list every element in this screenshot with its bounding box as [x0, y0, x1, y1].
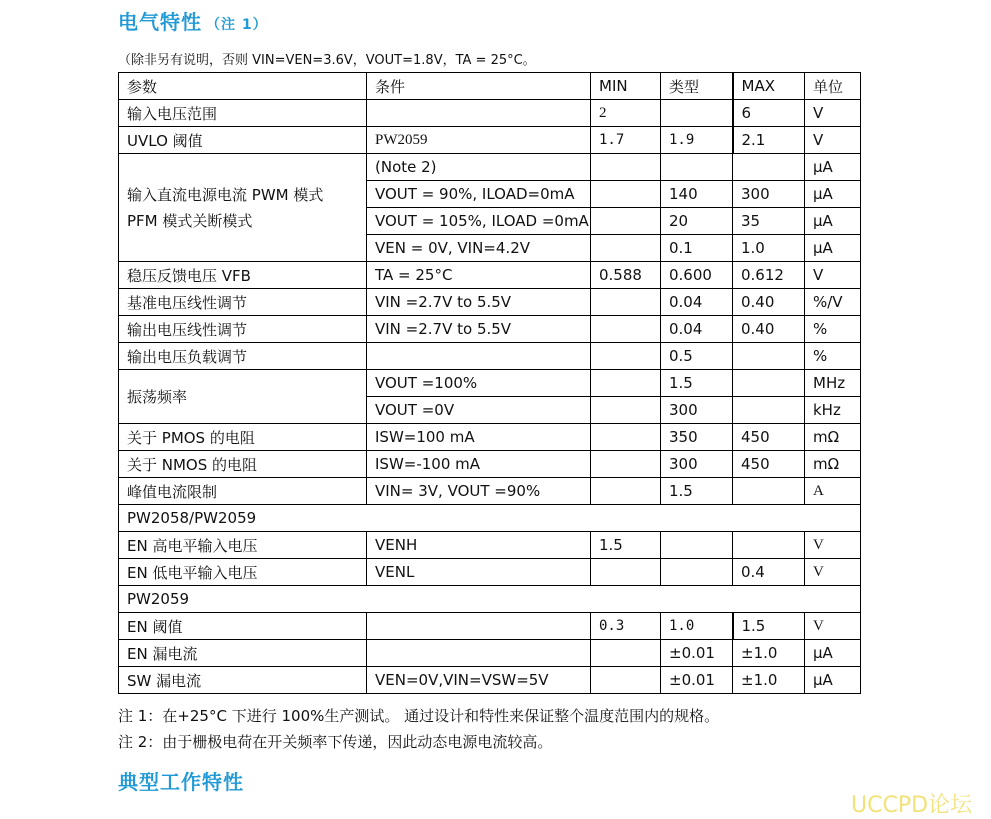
- param-cell: SW 漏电流: [119, 667, 367, 694]
- table-row: [119, 559, 861, 586]
- cond-cell: (Note 2): [367, 154, 591, 181]
- table-row: [119, 640, 861, 667]
- max-cell: [733, 478, 805, 505]
- header-param: 参数: [119, 73, 367, 100]
- unit-cell: V: [805, 127, 861, 154]
- typ-cell: [661, 154, 733, 181]
- max-cell: 1.0: [733, 235, 805, 262]
- min-cell: [591, 559, 661, 586]
- max-cell: 450: [733, 424, 805, 451]
- cond-cell: VENL: [367, 559, 591, 586]
- param-cell: 峰值电流限制: [119, 478, 367, 505]
- min-cell: [591, 424, 661, 451]
- typ-cell: 0.5: [661, 343, 733, 370]
- typ-cell: 20: [661, 208, 733, 235]
- min-cell: [591, 478, 661, 505]
- header-unit: 单位: [805, 73, 861, 100]
- unit-cell: %: [805, 316, 861, 343]
- unit-cell: %/V: [805, 289, 861, 316]
- table-group-row: [119, 586, 861, 613]
- min-cell: [591, 154, 661, 181]
- max-cell: ±1.0: [733, 640, 805, 667]
- typ-cell: 0.04: [661, 316, 733, 343]
- param-cell: 输出电压负载调节: [119, 343, 367, 370]
- param-cell: 关于 NMOS 的电阻: [119, 451, 367, 478]
- unit-cell: μA: [805, 235, 861, 262]
- typ-cell: 1.5: [661, 370, 733, 397]
- unit-cell: μA: [805, 208, 861, 235]
- typ-cell: ±0.01: [661, 640, 733, 667]
- min-cell: 0.588: [591, 262, 661, 289]
- typ-cell: 0.600: [661, 262, 733, 289]
- table-group-row: [119, 505, 861, 532]
- table-row: [119, 424, 861, 451]
- max-cell: [733, 532, 805, 559]
- table-row: [119, 532, 861, 559]
- param-cell: EN 阈值: [119, 613, 367, 640]
- table-row: [119, 154, 861, 181]
- max-cell: [733, 370, 805, 397]
- min-cell: [591, 370, 661, 397]
- unit-cell: mΩ: [805, 424, 861, 451]
- typ-cell: 300: [661, 451, 733, 478]
- typ-cell: ±0.01: [661, 667, 733, 694]
- max-cell: 0.40: [733, 316, 805, 343]
- electrical-characteristics-table: [118, 72, 861, 694]
- header-typ: 类型: [661, 73, 733, 100]
- unit-cell: μA: [805, 154, 861, 181]
- table-row: [119, 478, 861, 505]
- table-row: [119, 667, 861, 694]
- table-row: [119, 289, 861, 316]
- cond-cell: [367, 613, 591, 640]
- min-cell: [591, 640, 661, 667]
- unit-cell: V: [805, 262, 861, 289]
- max-cell: 0.4: [733, 559, 805, 586]
- unit-cell: V: [805, 100, 861, 127]
- min-cell: [591, 181, 661, 208]
- unit-cell: V: [805, 559, 861, 586]
- header-max: MAX: [733, 73, 805, 100]
- cond-cell: VIN= 3V, VOUT =90%: [367, 478, 591, 505]
- cond-cell: VOUT =100%: [367, 370, 591, 397]
- group-label: PW2059: [119, 586, 861, 613]
- section-title-note: （注 1）: [206, 17, 268, 33]
- typ-cell: 1.5: [661, 478, 733, 505]
- cond-cell: VOUT = 105%, ILOAD =0mA: [367, 208, 591, 235]
- param-cell: 关于 PMOS 的电阻: [119, 424, 367, 451]
- table-row: [119, 451, 861, 478]
- max-cell: 0.40: [733, 289, 805, 316]
- cond-cell: VEN = 0V, VIN=4.2V: [367, 235, 591, 262]
- min-cell: [591, 397, 661, 424]
- table-row: [119, 127, 861, 154]
- max-cell: [733, 343, 805, 370]
- max-cell: 2.1: [733, 127, 805, 154]
- param-line-2: PFM 模式关断模式: [127, 211, 253, 230]
- section-title-typical: 典型工作特性: [118, 770, 244, 794]
- min-cell: [591, 235, 661, 262]
- cond-cell: VIN =2.7V to 5.5V: [367, 289, 591, 316]
- table-row: [119, 370, 861, 397]
- param-cell-supply-current: [119, 154, 367, 262]
- group-label: PW2058/PW2059: [119, 505, 861, 532]
- footnote-2: 注 2：由于栅极电荷在开关频率下传递，因此动态电源电流较高。: [118, 733, 553, 751]
- unit-cell: μA: [805, 640, 861, 667]
- max-cell: 300: [733, 181, 805, 208]
- header-min: MIN: [591, 73, 661, 100]
- param-cell: 输出电压线性调节: [119, 316, 367, 343]
- unit-cell: mΩ: [805, 451, 861, 478]
- min-cell: [591, 208, 661, 235]
- param-cell: EN 低电平输入电压: [119, 559, 367, 586]
- typ-cell: 1.0: [661, 613, 733, 640]
- cond-cell: VIN =2.7V to 5.5V: [367, 316, 591, 343]
- table-header-row: [119, 73, 861, 100]
- min-cell: 1.5: [591, 532, 661, 559]
- min-cell: [591, 343, 661, 370]
- min-cell: [591, 667, 661, 694]
- max-cell: [733, 397, 805, 424]
- cond-cell: TA = 25°C: [367, 262, 591, 289]
- table-row: [119, 613, 861, 640]
- min-cell: [591, 289, 661, 316]
- unit-cell: μA: [805, 181, 861, 208]
- max-cell: [733, 154, 805, 181]
- unit-cell: V: [805, 613, 861, 640]
- cond-cell: ISW=100 mA: [367, 424, 591, 451]
- min-cell: 0.3: [591, 613, 661, 640]
- min-cell: [591, 316, 661, 343]
- table-row: [119, 100, 861, 127]
- max-cell: 450: [733, 451, 805, 478]
- cond-cell: VENH: [367, 532, 591, 559]
- unit-cell: %: [805, 343, 861, 370]
- param-cell: 输入电压范围: [119, 100, 367, 127]
- cond-cell: [367, 640, 591, 667]
- cond-cell: VOUT =0V: [367, 397, 591, 424]
- max-cell: 1.5: [733, 613, 805, 640]
- header-condition: 条件: [367, 73, 591, 100]
- cond-cell: [367, 100, 591, 127]
- section-title: [118, 6, 268, 35]
- typ-cell: [661, 559, 733, 586]
- section-title-text: 电气特性: [118, 10, 202, 34]
- typ-cell: 0.1: [661, 235, 733, 262]
- param-cell: EN 漏电流: [119, 640, 367, 667]
- unit-cell: A: [805, 478, 861, 505]
- param-cell: 基准电压线性调节: [119, 289, 367, 316]
- typ-cell: 0.04: [661, 289, 733, 316]
- unit-cell: μA: [805, 667, 861, 694]
- param-cell-osc-freq: 振荡频率: [119, 370, 367, 424]
- cond-cell: PW2059: [367, 127, 591, 154]
- typ-cell: 350: [661, 424, 733, 451]
- param-line-1: 输入直流电源电流 PWM 模式: [127, 185, 324, 204]
- typ-cell: 140: [661, 181, 733, 208]
- typ-cell: 1.9: [661, 127, 733, 154]
- typ-cell: [661, 100, 733, 127]
- cond-cell: [367, 343, 591, 370]
- cond-cell: VEN=0V,VIN=VSW=5V: [367, 667, 591, 694]
- typ-cell: [661, 532, 733, 559]
- watermark: UCCPD论坛: [851, 793, 973, 818]
- min-cell: [591, 451, 661, 478]
- unit-cell: MHz: [805, 370, 861, 397]
- table-row: [119, 316, 861, 343]
- table-row: [119, 343, 861, 370]
- cond-cell: ISW=-100 mA: [367, 451, 591, 478]
- max-cell: 35: [733, 208, 805, 235]
- max-cell: 0.612: [733, 262, 805, 289]
- footnote-1: 注 1：在+25°C 下进行 100%生产测试。 通过设计和特性来保证整个温度范围内的规格。: [118, 707, 720, 725]
- param-cell: UVLO 阈值: [119, 127, 367, 154]
- test-conditions: （除非另有说明，否则 VIN=VEN=3.6V，VOUT=1.8V，TA = 25°C。: [118, 53, 536, 68]
- typ-cell: 300: [661, 397, 733, 424]
- cond-cell: VOUT = 90%, ILOAD=0mA: [367, 181, 591, 208]
- max-cell: ±1.0: [733, 667, 805, 694]
- param-cell: EN 高电平输入电压: [119, 532, 367, 559]
- min-cell: 1.7: [591, 127, 661, 154]
- max-cell: 6: [733, 100, 805, 127]
- unit-cell: V: [805, 532, 861, 559]
- min-cell: 2: [591, 100, 661, 127]
- param-cell: 稳压反馈电压 VFB: [119, 262, 367, 289]
- unit-cell: kHz: [805, 397, 861, 424]
- table-row: [119, 262, 861, 289]
